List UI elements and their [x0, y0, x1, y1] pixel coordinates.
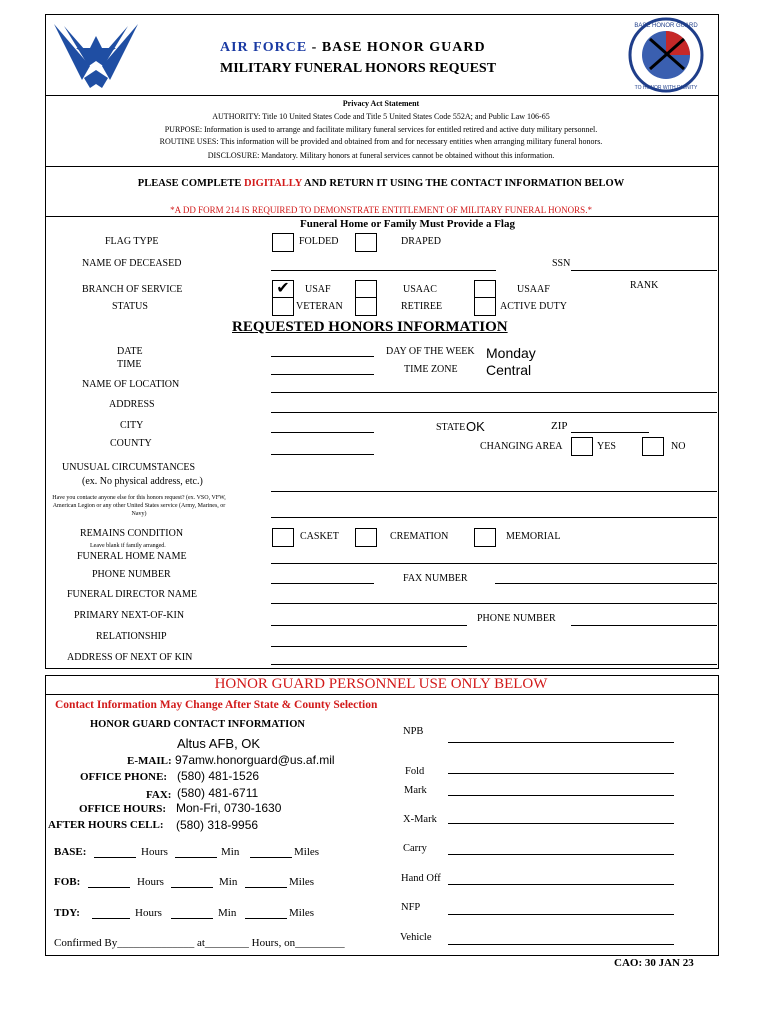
seal-text-bottom: TO HONOR WITH DIGNITY [634, 85, 698, 91]
office-phone-label: OFFICE PHONE: [80, 771, 168, 783]
office-hours-value: Mon-Fri, 0730-1630 [176, 801, 282, 815]
folded-checkbox[interactable] [272, 233, 294, 252]
hand-off-label: Hand Off [401, 873, 441, 884]
vehicle-field[interactable] [448, 944, 674, 945]
usaf-checkbox[interactable]: ✔ [272, 280, 294, 299]
date-field[interactable] [271, 356, 374, 357]
funeral-director-name-label: FUNERAL DIRECTOR NAME [67, 589, 198, 600]
fax-number-label: FAX NUMBER [403, 573, 468, 584]
carry-label: Carry [403, 843, 427, 854]
city-label: CITY [120, 420, 144, 431]
email-value[interactable]: 97amw.honorguard@us.af.mil [175, 753, 335, 767]
email-label: E-MAIL: [127, 755, 172, 767]
remains-condition-label: REMAINS CONDITION [80, 528, 184, 539]
flag-type-label: FLAG TYPE [105, 236, 159, 247]
phone-number-field[interactable] [271, 583, 374, 584]
honor-guard-seal-logo [620, 17, 712, 93]
base-miles-label: Miles [294, 846, 320, 858]
relationship-field[interactable] [271, 646, 467, 647]
fob-miles-field[interactable] [245, 887, 287, 888]
base-label: BASE: [54, 846, 87, 858]
flag-note: Funeral Home or Family Must Provide a Flag [300, 218, 515, 230]
tdy-min-label: Min [218, 907, 237, 919]
fob-miles-label: Miles [289, 876, 315, 888]
contacted-others-field[interactable] [271, 517, 717, 518]
privacy-disclosure: DISCLOSURE: Mandatory. Military honors at funeral services cannot be obtained without this information. [207, 151, 555, 160]
mark-label: Mark [404, 785, 427, 796]
base-hours-field[interactable] [94, 857, 136, 858]
xmark-field[interactable] [448, 823, 674, 824]
name-of-deceased-label: NAME OF DECEASED [82, 258, 182, 269]
active-duty-checkbox[interactable] [474, 297, 496, 316]
active-duty-label: ACTIVE DUTY [500, 301, 567, 312]
fob-label: FOB: [54, 876, 81, 888]
funeral-home-name-field[interactable] [271, 563, 717, 564]
time-zone-value[interactable]: Central [486, 362, 532, 378]
name-of-location-label: NAME OF LOCATION [82, 379, 180, 390]
changing-area-yes-checkbox[interactable] [571, 437, 593, 456]
fax-label: FAX: [146, 789, 172, 801]
requested-honors-heading: REQUESTED HONORS INFORMATION [232, 319, 508, 335]
base-miles-field[interactable] [250, 857, 292, 858]
veteran-checkbox[interactable] [272, 297, 294, 316]
city-field[interactable] [271, 432, 374, 433]
county-field[interactable] [271, 454, 374, 455]
status-label: STATUS [112, 301, 148, 312]
time-field[interactable] [271, 374, 374, 375]
base-min-field[interactable] [175, 857, 217, 858]
leave-blank-note: Leave blank if family arranged. [90, 543, 166, 549]
unusual-circumstances-label: UNUSUAL CIRCUMSTANCES [62, 462, 196, 473]
address-label: ADDRESS [109, 399, 155, 410]
privacy-authority: AUTHORITY: Title 10 United States Code and Title 5 United States Code 552A; and Public Law 106-65 [212, 112, 550, 121]
phone-number-label: PHONE NUMBER [92, 569, 171, 580]
nfp-label: NFP [401, 902, 421, 913]
office-hours-label: OFFICE HOURS: [79, 803, 167, 815]
date-label: DATE [117, 346, 143, 357]
tdy-min-field[interactable] [171, 918, 213, 919]
personnel-heading: HONOR GUARD PERSONNEL USE ONLY BELOW [214, 676, 548, 692]
zip-field[interactable] [571, 432, 649, 433]
primary-nok-label: PRIMARY NEXT-OF-KIN [74, 610, 185, 621]
time-label: TIME [117, 359, 142, 370]
tdy-label: TDY: [54, 907, 80, 919]
changing-area-no-checkbox[interactable] [642, 437, 664, 456]
ssn-field[interactable] [571, 270, 717, 271]
air-force-symbol-logo [50, 18, 142, 92]
casket-checkbox[interactable] [272, 528, 294, 547]
yes-label: YES [597, 441, 616, 452]
nfp-field[interactable] [448, 914, 674, 915]
tdy-hours-label: Hours [135, 907, 162, 919]
complete-instruction: PLEASE COMPLETE DIGITALLY AND RETURN IT USING THE CONTACT INFORMATION BELOW [137, 178, 625, 189]
privacy-routine-uses: ROUTINE USES: This information will be provided and obtained from and for necessary entities when arranging military funeral honors. [159, 137, 603, 146]
retiree-label: RETIREE [401, 301, 443, 312]
changing-area-label: CHANGING AREA [480, 441, 563, 452]
tdy-miles-field[interactable] [245, 918, 287, 919]
branch-of-service-label: BRANCH OF SERVICE [82, 284, 183, 295]
cremation-label: CREMATION [390, 531, 449, 542]
day-of-week-label: DAY OF THE WEEK [386, 346, 475, 357]
memorial-label: MEMORIAL [506, 531, 561, 542]
ssn-label: SSN [552, 258, 571, 269]
usaf-label: USAF [305, 284, 331, 295]
rank-label: RANK [630, 280, 659, 291]
nok-phone-number-field[interactable] [571, 625, 717, 626]
tdy-hours-field[interactable] [92, 918, 130, 919]
folded-label: FOLDED [299, 236, 339, 247]
npb-label: NPB [403, 726, 424, 737]
zip-label: ZIP [551, 420, 568, 432]
divider [45, 694, 718, 695]
primary-nok-field[interactable] [271, 625, 467, 626]
unusual-circumstances-field[interactable] [271, 491, 717, 492]
privacy-purpose: PURPOSE: Information is used to arrange and facilitate military funeral services for entitled retired and active duty military personnel. [164, 125, 598, 134]
dd214-requirement: *A DD FORM 214 IS REQUIRED TO DEMONSTRATE ENTITLEMENT OF MILITARY FUNERAL HONORS.* [170, 205, 592, 215]
state-value[interactable]: OK [466, 419, 485, 434]
usaac-label: USAAC [403, 284, 437, 295]
xmark-label: X-Mark [403, 814, 437, 825]
retiree-checkbox[interactable] [355, 297, 377, 316]
fob-min-field[interactable] [171, 887, 213, 888]
fax-value: (580) 481-6711 [177, 786, 259, 800]
county-label: COUNTY [110, 438, 152, 449]
confirmed-by-line[interactable]: Confirmed By______________ at________ Hours, on_________ [54, 937, 345, 949]
memorial-checkbox[interactable] [474, 528, 496, 547]
vehicle-label: Vehicle [400, 932, 432, 943]
veteran-label: VETERAN [296, 301, 343, 312]
npb-field[interactable] [448, 742, 674, 743]
name-of-deceased-field[interactable] [271, 270, 496, 271]
office-phone-value: (580) 481-1526 [177, 769, 260, 783]
privacy-title: Privacy Act Statement [342, 99, 420, 108]
cremation-checkbox[interactable] [355, 528, 377, 547]
form-title-line1 [220, 40, 486, 56]
usaaf-label: USAAF [517, 284, 550, 295]
address-field[interactable] [271, 412, 717, 413]
contact-change-note: Contact Information May Change After State & County Selection [55, 699, 378, 711]
no-label: NO [671, 441, 686, 452]
tdy-miles-label: Miles [289, 907, 315, 919]
hand-off-field[interactable] [448, 884, 674, 885]
address-of-nok-label: ADDRESS OF NEXT OF KIN [67, 652, 193, 663]
contacted-others-question: Have you contacte anyone else for this honors request? (ex. VSO, VFW, American Legion or any other United States service (Army, Marines, or Navy) [52, 495, 226, 517]
mark-field[interactable] [448, 795, 674, 796]
carry-field[interactable] [448, 854, 674, 855]
relationship-label: RELATIONSHIP [96, 631, 167, 642]
form-title-line2: MILITARY FUNERAL HONORS REQUEST [220, 61, 497, 76]
base-hours-label: Hours [141, 846, 168, 858]
state-label: STATE [436, 422, 466, 433]
funeral-director-name-field[interactable] [271, 603, 717, 604]
funeral-home-name-label: FUNERAL HOME NAME [77, 551, 187, 562]
address-of-nok-field[interactable] [271, 664, 717, 665]
day-of-week-value[interactable]: Monday [486, 345, 536, 361]
title-air-force: AIR FORCE [220, 40, 308, 55]
cao-date: CAO: 30 JAN 23 [614, 957, 694, 969]
nok-phone-number-label: PHONE NUMBER [477, 613, 556, 624]
fob-min-label: Min [219, 876, 238, 888]
after-hours-cell-value: (580) 318-9956 [176, 818, 259, 832]
name-of-location-field[interactable] [271, 392, 717, 393]
draped-label: DRAPED [401, 236, 442, 247]
fax-number-field[interactable] [495, 583, 717, 584]
draped-checkbox[interactable] [355, 233, 377, 252]
base-name-value: Altus AFB, OK [177, 736, 261, 751]
fob-hours-field[interactable] [88, 887, 130, 888]
divider [45, 166, 718, 167]
fold-field[interactable] [448, 773, 674, 774]
unusual-circumstances-example: (ex. No physical address, etc.) [82, 476, 203, 487]
contact-info-label: HONOR GUARD CONTACT INFORMATION [90, 719, 305, 730]
after-hours-cell-label: AFTER HOURS CELL: [48, 819, 164, 831]
title-base-honor-guard: - BASE HONOR GUARD [311, 40, 486, 55]
time-zone-label: TIME ZONE [404, 364, 458, 375]
casket-label: CASKET [300, 531, 339, 542]
divider [45, 216, 718, 217]
fold-label: Fold [405, 766, 425, 777]
base-min-label: Min [221, 846, 240, 858]
fob-hours-label: Hours [137, 876, 164, 888]
seal-text-top: BASE HONOR GUARD [634, 23, 698, 29]
